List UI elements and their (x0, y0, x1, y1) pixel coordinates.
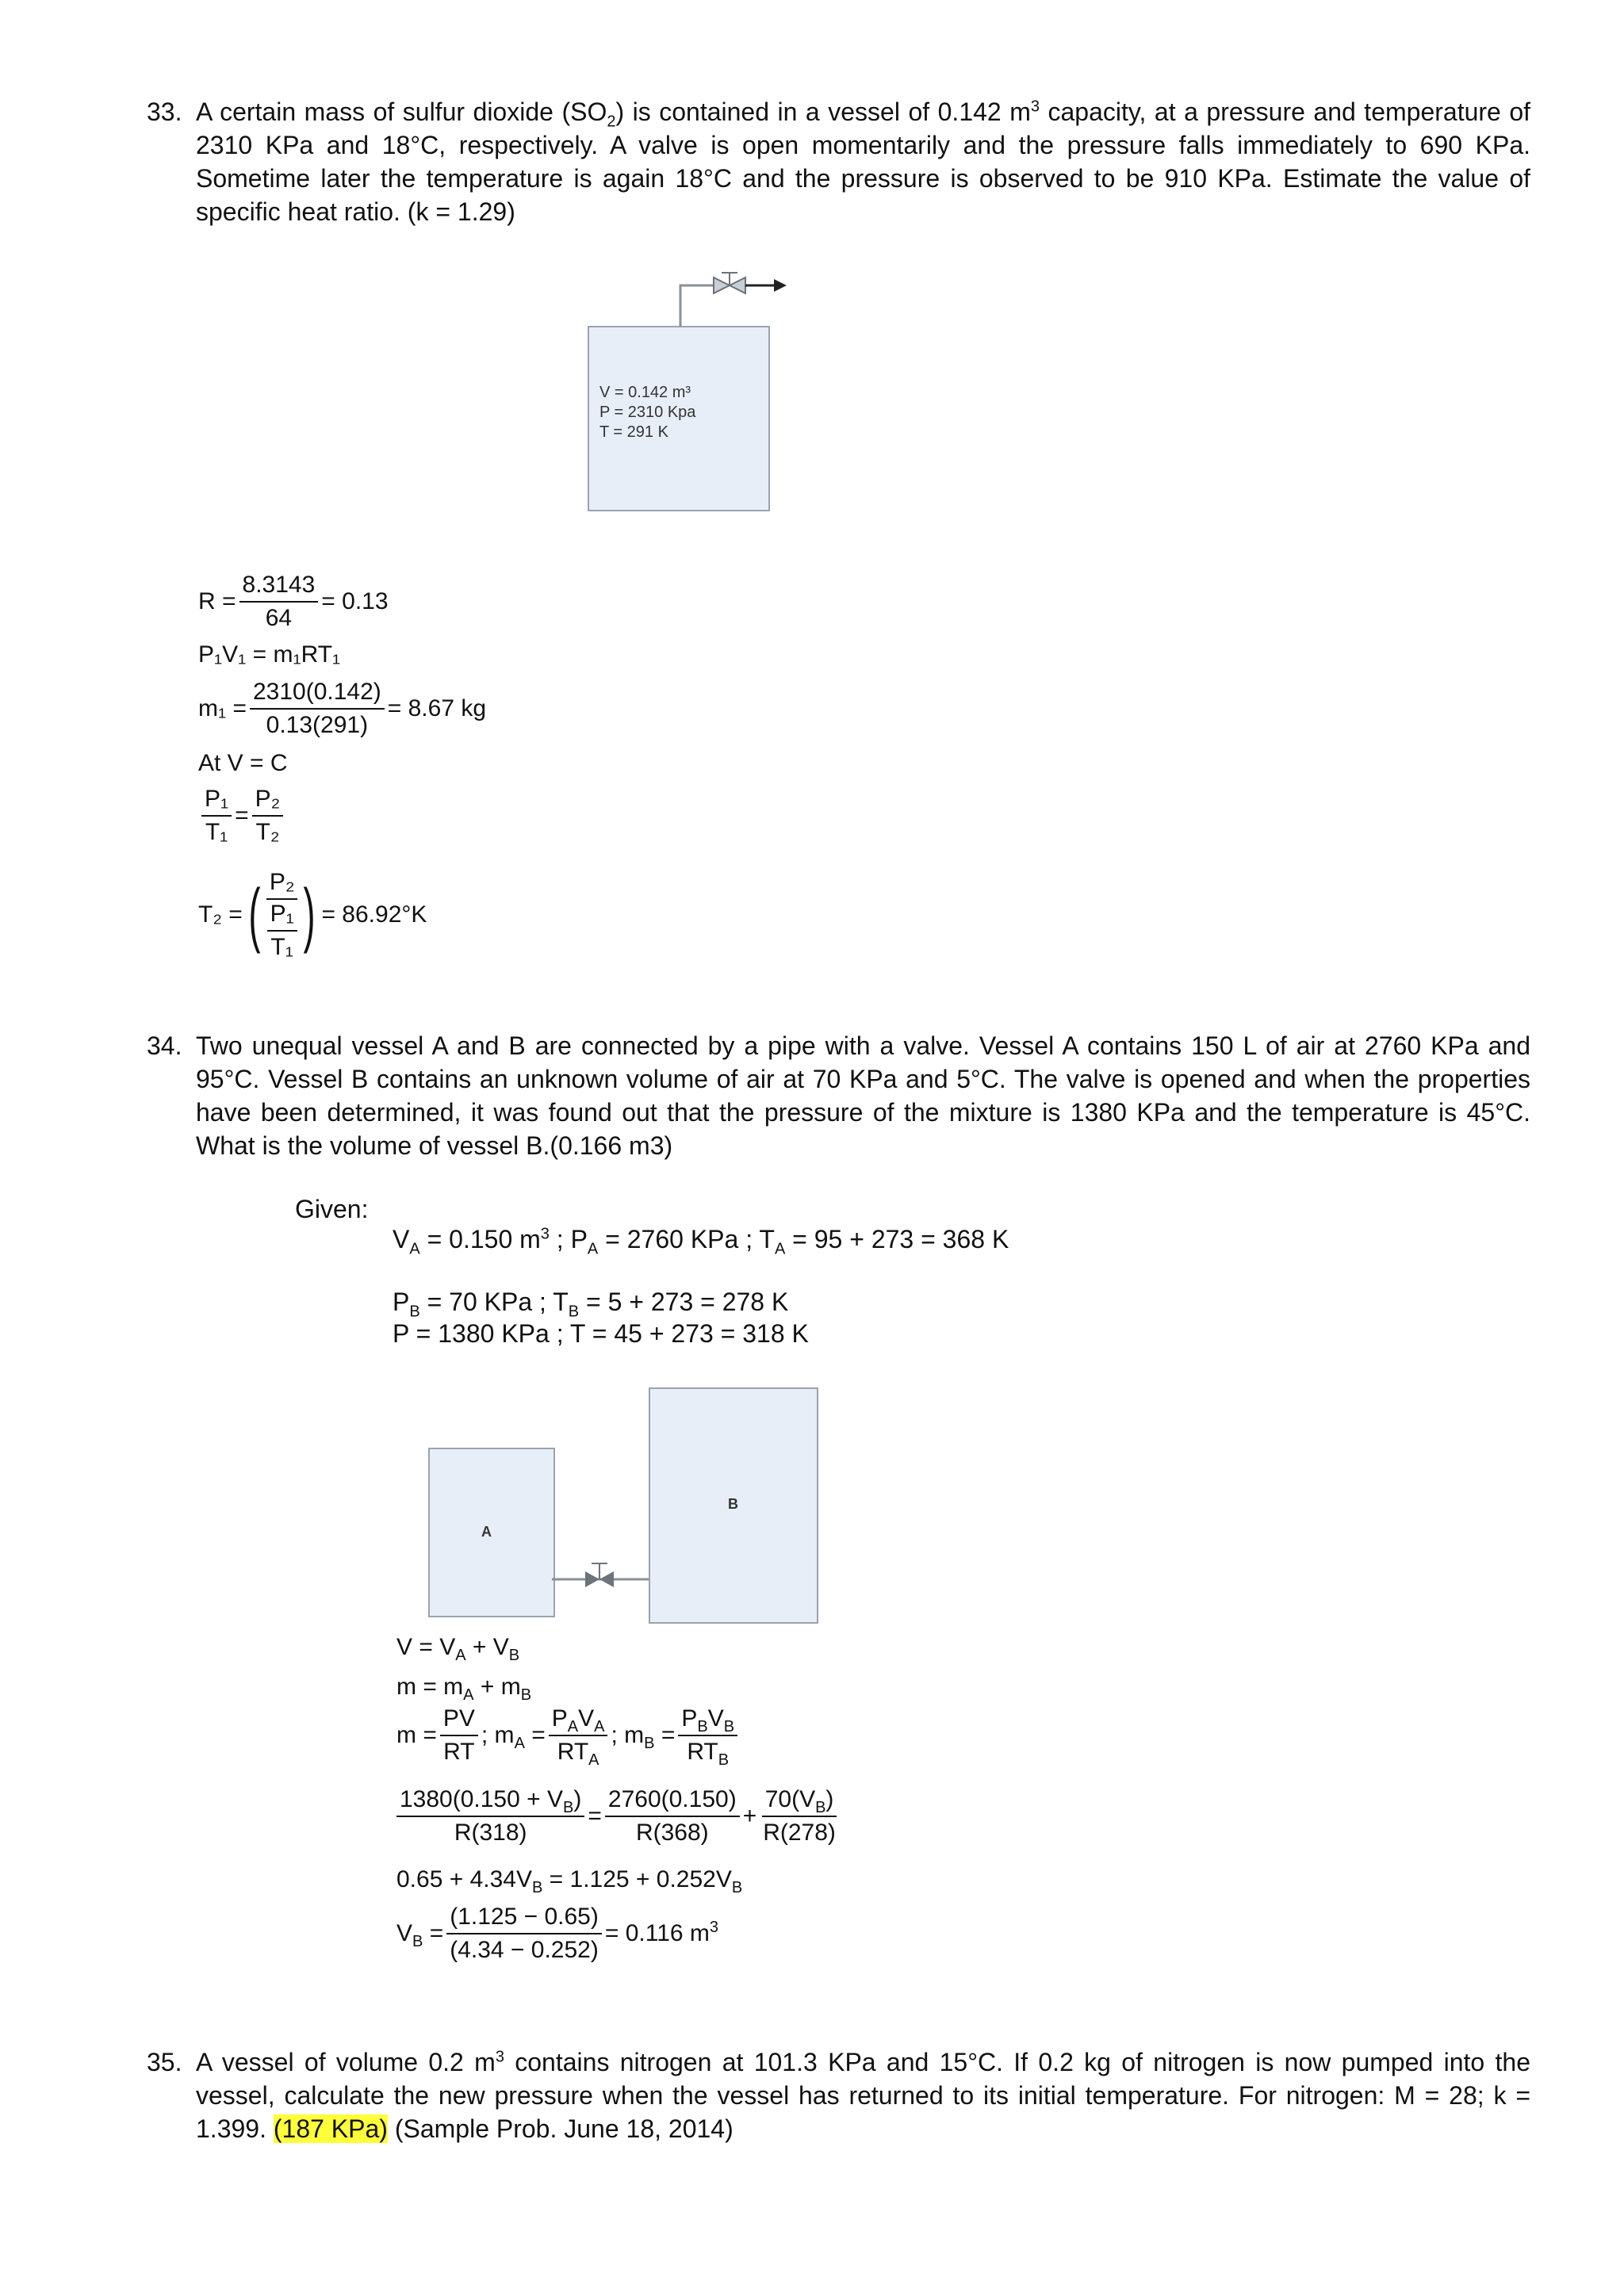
problem-number: 33. (147, 98, 182, 126)
fraction: $\frac{P_AV_A}{RT_A}$ (549, 1705, 608, 1766)
fraction: $\frac{1380(0.150 + V_B)}{R(318)}$ (396, 1785, 584, 1847)
fraction: $\frac{PV}{RT}$ (440, 1705, 478, 1766)
solution-mass-sum: $m = m_A + m_B$ (396, 1674, 532, 1704)
vessel-pressure-label: P = 2310 Kpa (599, 404, 696, 421)
given-vessel-a: $V_A = 0.150$ $m^3$ ; $P_A = 2760$ KPa ; $T_A = 95 + 273 = 368$ K (393, 1225, 1009, 1258)
vessel-a (428, 1448, 555, 1617)
fraction: $\frac{70(V_B)}{R(278)}$ (763, 1786, 836, 1846)
fraction: $\frac{\text{P₂}}{\text{T₂}}$ (252, 785, 284, 847)
vessel-b-label: B (728, 1496, 738, 1512)
problem-34 (147, 1029, 1530, 1162)
vessel-temperature-label: T = 291 K (599, 423, 668, 441)
solution-mass: m₁ = $\frac{2310(0.142)}{0.13(291)}$ = 8.67 kg (198, 679, 487, 738)
given-mixture: P = 1380 KPa ; T = 45 + 273 = 318 K (393, 1319, 809, 1348)
problem-number: 35. (147, 2048, 182, 2076)
fraction: $\frac{P_BV_B}{RT_B}$ (678, 1705, 737, 1766)
fraction: $\frac{\text{P₁}}{\text{T₁}}$ (201, 785, 232, 847)
solution-mass-formulas: m = $\frac{PV}{RT}$ ; $m_A$ = $\frac{P_AV_A}{RT_A}$ ; $m_B$ = $\frac{P_BV_B}{RT_B}$ (396, 1705, 741, 1766)
fraction: $\frac{\text{P₁}}{\text{T₁}}$ (267, 900, 297, 962)
solution-simplified: $0.65 + 4.34V_B = 1.125 + 0.252V_B$ (396, 1866, 743, 1896)
vessel-a-label: A (481, 1524, 492, 1540)
fraction: $\frac{(1.125 - 0.65)}{(4.34 - 0.252)}$ (446, 1903, 602, 1965)
given-vessel-b: $P_B = 70$ KPa ; $T_B = 5 + 273 = 278$ K (393, 1288, 789, 1321)
answer-highlight: (187 KPa) (273, 2114, 388, 2143)
solution-ratio: $\frac{\text{P₁}}{\text{T₁}}$ = $\frac{\text{P₂}}{\text{T₂}}$ (198, 785, 286, 847)
solution-ideal-gas: P₁V₁ = m₁RT₁ (198, 641, 341, 668)
solution-substitution: $\frac{1380(0.150 + V_B)}{R(318)}$ = $\frac{2760(0.150)}{R(368)}$ + $\frac{70(V_B)}{R(278)}$ (396, 1785, 842, 1847)
solution-constant-volume: At V = C (198, 750, 288, 776)
solution-t2: T₂ = ( $\frac{\text{P₂}}{\frac{\text{P₁}}{\text{T₁}}}$ ) = 86.92°K (198, 869, 427, 960)
solution-vb: $V_B$ = $\frac{(1.125 - 0.65)}{(4.34 - 0.252)}$ = 0.116 $m^3$ (396, 1904, 719, 1963)
given-label: Given: (295, 1195, 369, 1223)
problem-text: A vessel of volume 0.2 $m^3$ contains nitrogen at 101.3 KPa and 15°C. If 0.2 kg of nitrogen is now pumped into the vessel, calculate the new pressure when the vessel has returned to its initial temperature. For nitrogen: M = 28; k = 1.399. (187 KPa) (Sample Prob. June 18, 2014) (196, 2048, 1531, 2143)
problem-text: A certain mass of sulfur dioxide $(SO_2)$ is contained in a vessel of 0.142 $m^3$ capacity, at a pressure and temperature of 2310 KPa and 18°C, respectively. A valve is open momentarily and the pressure falls immediately to 690 KPa. Sometime later the temperature is again 18°C and the pressure is observed to be 910 KPa. Estimate the value of specific heat ratio. (k = 1.29) (196, 98, 1531, 226)
fraction: $\frac{2760(0.150)}{R(368)}$ (605, 1785, 740, 1847)
problem-35 (147, 2045, 1530, 2145)
solution-volume-sum: $V = V_A + V_B$ (396, 1634, 520, 1664)
problem-number: 34. (147, 1031, 182, 1060)
solution-r: R = $\frac{8.3143}{64}$ = 0.13 (198, 572, 389, 631)
fraction: $\frac{8.3143}{64}$ (239, 571, 319, 633)
valve-icon (552, 1554, 649, 1594)
problem-text: Two unequal vessel A and B are connected by a pipe with a valve. Vessel A contains 150 L of air at 2760 KPa and 95°C. Vessel B contains an unknown volume of air at 70 KPa and 5°C. The valve is opened and when the properties have been determined, it was found out that the pressure of the mixture is 1380 KPa and the temperature is 45°C. What is the volume of vessel B.(0.166 m3) (196, 1031, 1530, 1160)
nested-fraction: $\frac{\text{P₂}}{\frac{\text{P₁}}{\text{T₁}}}$ (266, 868, 298, 962)
problem-33 (147, 95, 1530, 228)
fraction: $\frac{2310(0.142)}{0.13(291)}$ (250, 678, 385, 740)
vessel-volume-label: V = 0.142 m³ (599, 384, 691, 401)
